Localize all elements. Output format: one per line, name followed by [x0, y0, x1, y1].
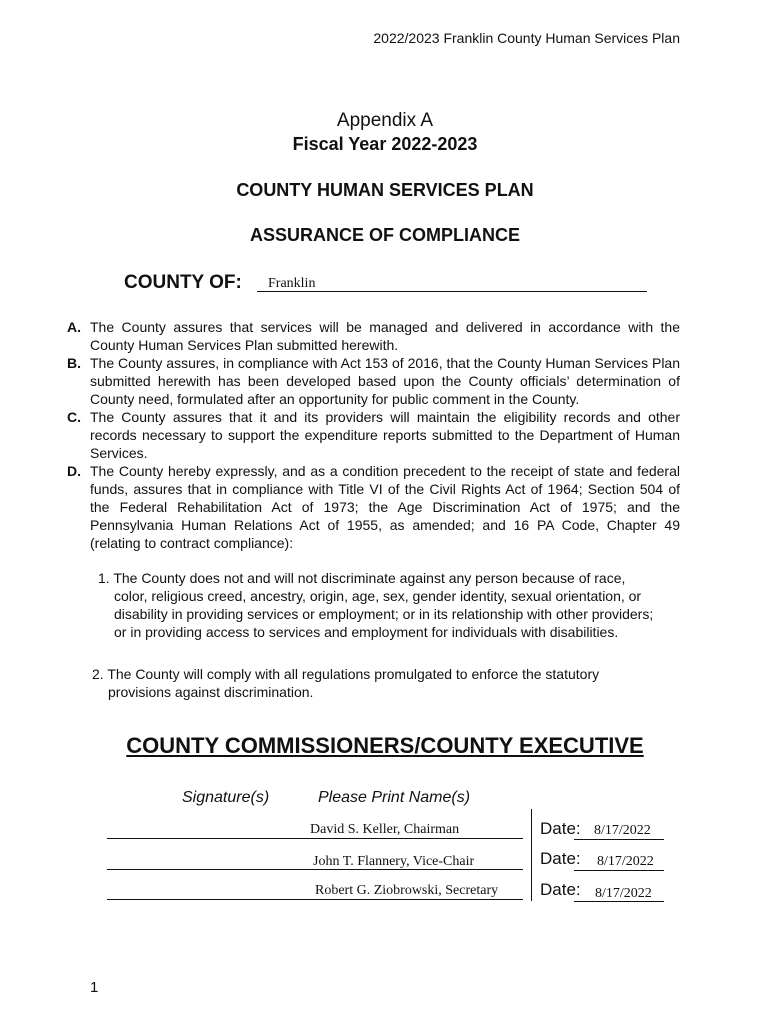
- signature-divider-line: [531, 809, 532, 901]
- county-field-line: [257, 291, 647, 292]
- assurance-letter: D.: [67, 463, 81, 479]
- assurance-item-b: [67, 354, 680, 408]
- assurance-item-c: [67, 408, 680, 462]
- assurance-text: The County assures that services will be managed and delivered in accordance with the County Human Services Plan submitted herewith.: [90, 319, 680, 353]
- assurance-title: ASSURANCE OF COMPLIANCE: [249, 225, 520, 245]
- signature-section-title: COUNTY COMMISSIONERS/COUNTY EXECUTIVE: [126, 733, 644, 758]
- signature-line[interactable]: [107, 838, 523, 839]
- fiscal-year-heading: Fiscal Year 2022-2023: [292, 134, 478, 154]
- assurance-letter: A.: [67, 319, 81, 335]
- print-name-column-label: Please Print Name(s): [318, 789, 471, 806]
- sub-item-1: [98, 569, 658, 641]
- signature-column-label: Signature(s): [182, 789, 270, 806]
- assurance-text: The County assures, in compliance with Act 153 of 2016, that the County Human Services Plan submitted herewith has been developed based upon the County officials’ determination of County need, formulated after an opportunity for public comment in the County.: [90, 355, 680, 407]
- signer-name: John T. Flannery, Vice-Chair: [313, 854, 475, 869]
- date-label: Date:: [540, 849, 581, 868]
- appendix-label: Appendix A: [336, 110, 434, 131]
- page-number: 1: [90, 979, 99, 996]
- signer-name: Robert G. Ziobrowski, Secretary: [315, 883, 499, 898]
- county-label: COUNTY OF:: [124, 272, 242, 293]
- plan-title: COUNTY HUMAN SERVICES PLAN: [236, 180, 534, 200]
- sub-item-2: [92, 665, 672, 701]
- date-line: [574, 839, 664, 840]
- sub-item-continuation: color, religious creed, ancestry, origin, age, sex, gender identity, sexual orientation, or disability in providing services or employment; or in its relationship with other providers; or in providing access to services and employment for individuals with disabilities.: [114, 588, 654, 640]
- date-label: Date:: [540, 819, 581, 838]
- assurance-text: The County assures that it and its providers will maintain the eligibility records and other records necessary to support the expenditure reports submitted to the Department of Human Services.: [90, 409, 680, 461]
- assurance-list: [67, 318, 680, 552]
- assurance-letter: B.: [67, 355, 81, 371]
- date-line: [574, 870, 664, 871]
- signature-date: 8/17/2022: [597, 854, 654, 869]
- signature-date: 8/17/2022: [595, 886, 652, 901]
- signature-line[interactable]: [107, 899, 523, 900]
- sub-item-first-line: 1. The County does not and will not discriminate against any person because of race,: [98, 570, 626, 586]
- assurance-letter: C.: [67, 409, 81, 425]
- signature-date: 8/17/2022: [594, 823, 651, 838]
- date-line: [574, 901, 664, 902]
- sub-item-continuation: provisions against discrimination.: [108, 684, 314, 700]
- assurance-text: The County hereby expressly, and as a condition precedent to the receipt of state and federal funds, assures that in compliance with Title VI of the Civil Rights Act of 1964; Section 504 of the Federal Rehabilitation Act of 1973; the Age Discrimination Act of 1975; and the Pennsylvania Human Relations Act of 1955, as amended; and 16 PA Code, Chapter 49 (relating to contract compliance):: [90, 463, 680, 551]
- assurance-item-d: [67, 462, 680, 552]
- signer-name: David S. Keller, Chairman: [310, 822, 460, 837]
- assurance-item-a: [67, 318, 680, 354]
- date-label: Date:: [540, 880, 581, 899]
- running-header: 2022/2023 Franklin County Human Services Plan: [373, 30, 680, 46]
- sub-item-first-line: 2. The County will comply with all regulations promulgated to enforce the statutory: [92, 666, 600, 682]
- county-field-value[interactable]: Franklin: [268, 276, 316, 291]
